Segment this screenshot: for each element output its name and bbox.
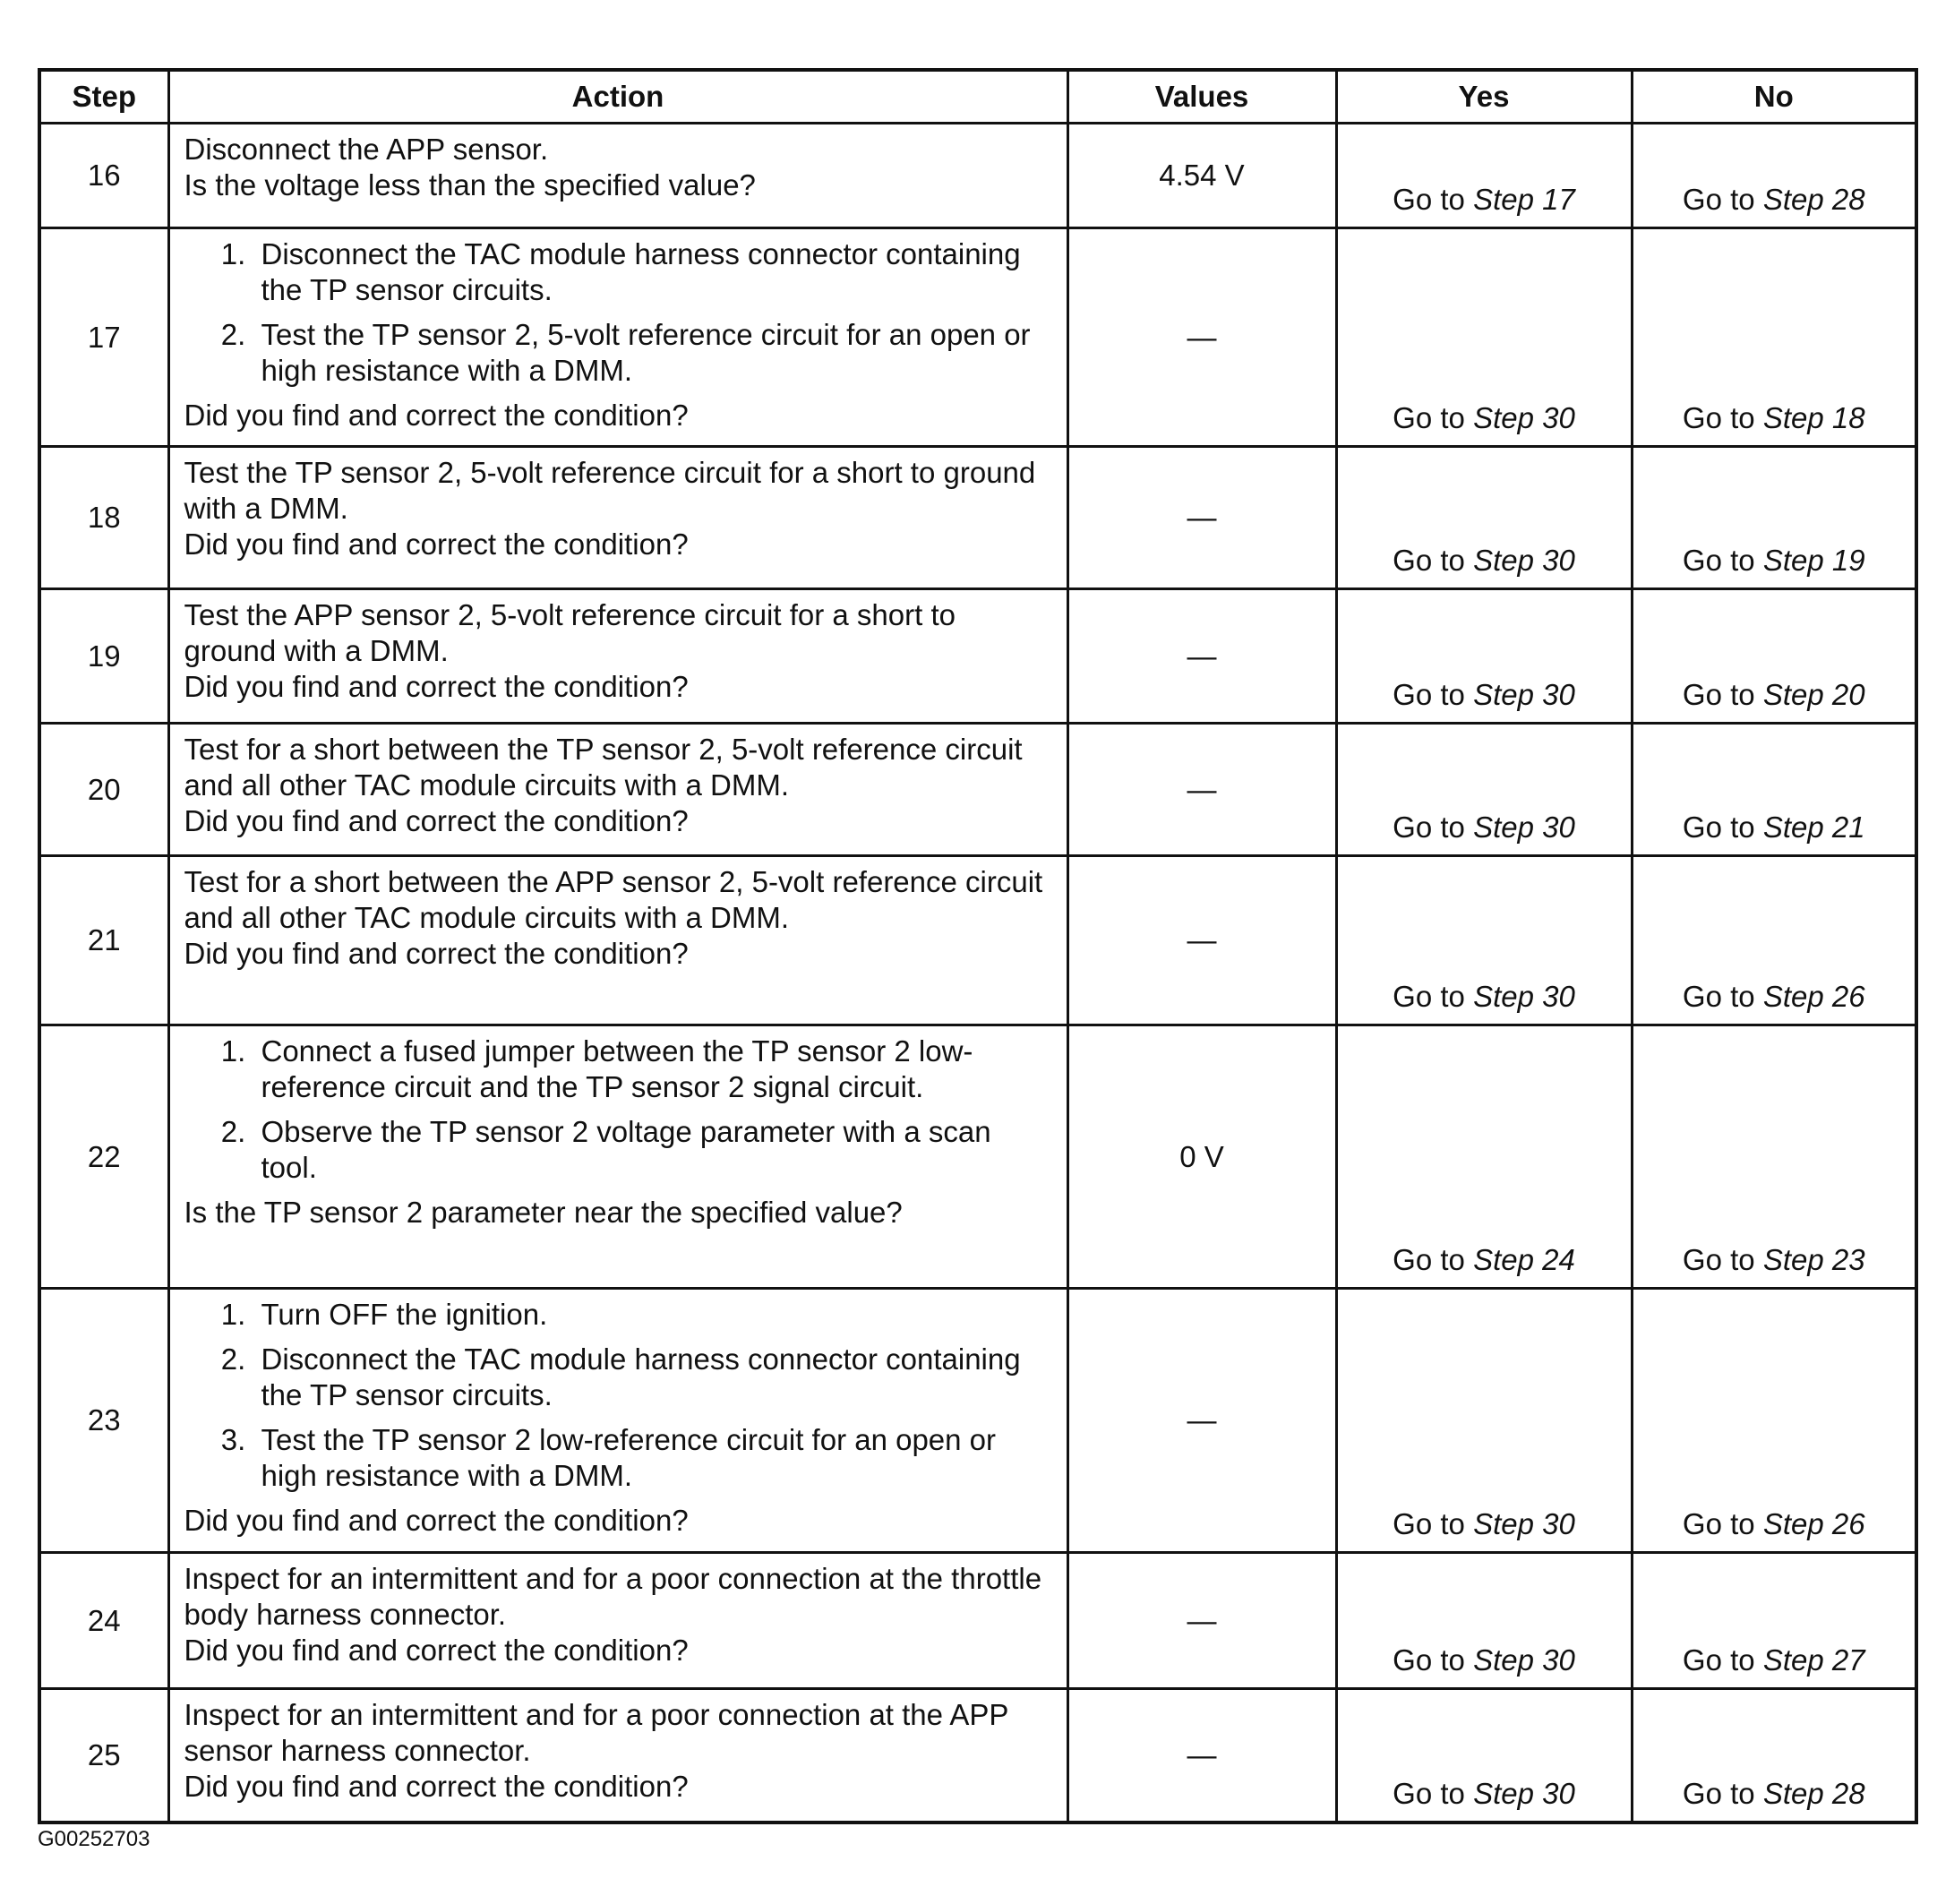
action-text: Inspect for an intermittent and for a poor connection at the throttle body harness connector. <box>184 1562 1042 1631</box>
action-substep: 2. Observe the TP sensor 2 voltage parameter with a scan tool. <box>254 1114 1054 1186</box>
action-cell <box>168 724 1067 856</box>
goto-no <box>1683 1777 1865 1810</box>
yes-cell <box>1336 1689 1632 1823</box>
table-row <box>39 124 1916 228</box>
no-cell <box>1632 856 1916 1025</box>
table-row <box>39 1689 1916 1823</box>
goto-prefix: Go to <box>1682 1507 1755 1540</box>
no-cell <box>1632 1553 1916 1689</box>
yes-cell <box>1336 1025 1632 1289</box>
goto-target: Step 30 <box>1473 401 1575 434</box>
goto-prefix: Go to <box>1393 544 1465 577</box>
goto-no <box>1683 544 1865 577</box>
goto-no <box>1683 401 1865 434</box>
goto-prefix: Go to <box>1682 183 1755 216</box>
step-number: 21 <box>39 856 168 1025</box>
action-question: Did you find and correct the condition? <box>184 527 689 561</box>
diagnostic-table <box>38 68 1918 1824</box>
value-cell: — <box>1067 447 1336 589</box>
step-number: 17 <box>39 228 168 447</box>
goto-prefix: Go to <box>1682 1243 1755 1276</box>
goto-no <box>1683 1643 1865 1677</box>
table-row <box>39 447 1916 589</box>
goto-prefix: Go to <box>1682 810 1755 844</box>
header-step: Step <box>39 70 168 124</box>
goto-target: Step 19 <box>1762 544 1865 577</box>
action-cell <box>168 1025 1067 1289</box>
goto-prefix: Go to <box>1393 1507 1465 1540</box>
yes-cell <box>1336 1289 1632 1553</box>
action-question: Did you find and correct the condition? <box>184 937 689 970</box>
action-substeps <box>184 236 1054 389</box>
value-cell: 4.54 V <box>1067 124 1336 228</box>
goto-prefix: Go to <box>1393 1776 1465 1810</box>
no-cell <box>1632 1289 1916 1553</box>
table-row <box>39 724 1916 856</box>
goto-prefix: Go to <box>1682 1643 1755 1677</box>
action-cell <box>168 447 1067 589</box>
goto-target: Step 30 <box>1473 678 1575 711</box>
goto-yes <box>1393 1643 1575 1677</box>
yes-cell <box>1336 124 1632 228</box>
value-cell: — <box>1067 724 1336 856</box>
step-number: 23 <box>39 1289 168 1553</box>
no-cell <box>1632 724 1916 856</box>
goto-no <box>1683 980 1865 1013</box>
goto-yes <box>1393 183 1575 216</box>
action-question: Did you find and correct the condition? <box>184 1634 689 1667</box>
header-action: Action <box>168 70 1067 124</box>
action-question: Did you find and correct the condition? <box>184 399 689 432</box>
goto-target: Step 28 <box>1762 183 1865 216</box>
goto-target: Step 17 <box>1473 183 1575 216</box>
goto-prefix: Go to <box>1393 183 1465 216</box>
action-cell <box>168 1553 1067 1689</box>
step-number: 25 <box>39 1689 168 1823</box>
step-number: 20 <box>39 724 168 856</box>
action-text: Test for a short between the APP sensor 2, 5-volt reference circuit and all other TAC module circuits with a DMM. <box>184 865 1043 934</box>
goto-target: Step 28 <box>1762 1776 1865 1810</box>
header-no: No <box>1632 70 1916 124</box>
header-values: Values <box>1067 70 1336 124</box>
figure-id: G00252703 <box>38 1827 150 1851</box>
action-substep: 1. Disconnect the TAC module harness connector containing the TP sensor circuits. <box>254 236 1054 308</box>
action-question: Is the TP sensor 2 parameter near the specified value? <box>184 1196 903 1229</box>
goto-target: Step 21 <box>1762 810 1865 844</box>
goto-target: Step 18 <box>1762 401 1865 434</box>
yes-cell <box>1336 724 1632 856</box>
goto-no <box>1683 1243 1865 1276</box>
action-question: Did you find and correct the condition? <box>184 670 689 703</box>
goto-prefix: Go to <box>1682 1776 1755 1810</box>
goto-no <box>1683 810 1865 844</box>
value-cell: — <box>1067 1553 1336 1689</box>
value-cell: — <box>1067 856 1336 1025</box>
goto-target: Step 30 <box>1473 810 1575 844</box>
action-cell <box>168 856 1067 1025</box>
goto-no <box>1683 678 1865 711</box>
table-row <box>39 856 1916 1025</box>
action-cell <box>168 589 1067 724</box>
goto-target: Step 23 <box>1762 1243 1865 1276</box>
goto-target: Step 30 <box>1473 1776 1575 1810</box>
action-question: Did you find and correct the condition? <box>184 804 689 837</box>
table-row <box>39 589 1916 724</box>
goto-target: Step 26 <box>1762 980 1865 1013</box>
goto-prefix: Go to <box>1393 1243 1465 1276</box>
goto-yes <box>1393 401 1575 434</box>
value-cell: — <box>1067 228 1336 447</box>
step-number: 22 <box>39 1025 168 1289</box>
action-substep: 3. Test the TP sensor 2 low-reference circuit for an open or high resistance with a DMM. <box>254 1422 1054 1494</box>
action-question: Did you find and correct the condition? <box>184 1504 689 1537</box>
value-cell: — <box>1067 1289 1336 1553</box>
no-cell <box>1632 228 1916 447</box>
goto-yes <box>1393 810 1575 844</box>
action-text: Inspect for an intermittent and for a poor connection at the APP sensor harness connector. <box>184 1698 1008 1767</box>
table-row <box>39 1289 1916 1553</box>
action-substep: 1. Turn OFF the ignition. <box>254 1297 1054 1333</box>
step-number: 18 <box>39 447 168 589</box>
table-body <box>39 124 1916 1823</box>
goto-yes <box>1393 1243 1575 1276</box>
goto-prefix: Go to <box>1393 401 1465 434</box>
step-number: 19 <box>39 589 168 724</box>
no-cell <box>1632 1025 1916 1289</box>
goto-yes <box>1393 1777 1575 1810</box>
step-number: 16 <box>39 124 168 228</box>
no-cell <box>1632 589 1916 724</box>
action-cell <box>168 1689 1067 1823</box>
no-cell <box>1632 447 1916 589</box>
goto-yes <box>1393 544 1575 577</box>
action-cell <box>168 1289 1067 1553</box>
table-row <box>39 228 1916 447</box>
action-substeps <box>184 1297 1054 1494</box>
goto-target: Step 30 <box>1473 980 1575 1013</box>
goto-prefix: Go to <box>1682 401 1755 434</box>
goto-prefix: Go to <box>1393 1643 1465 1677</box>
goto-target: Step 30 <box>1473 1643 1575 1677</box>
header-yes: Yes <box>1336 70 1632 124</box>
goto-no <box>1683 183 1865 216</box>
table-header-row <box>39 70 1916 124</box>
goto-prefix: Go to <box>1393 810 1465 844</box>
action-text: Disconnect the APP sensor. <box>184 133 549 166</box>
goto-yes <box>1393 678 1575 711</box>
action-cell <box>168 228 1067 447</box>
table-row <box>39 1025 1916 1289</box>
goto-target: Step 30 <box>1473 1507 1575 1540</box>
value-cell: — <box>1067 1689 1336 1823</box>
no-cell <box>1632 1689 1916 1823</box>
goto-prefix: Go to <box>1682 980 1755 1013</box>
action-question: Did you find and correct the condition? <box>184 1770 689 1803</box>
yes-cell <box>1336 447 1632 589</box>
action-substep: 2. Test the TP sensor 2, 5-volt reference circuit for an open or high resistance with a DMM. <box>254 317 1054 389</box>
goto-target: Step 27 <box>1762 1643 1865 1677</box>
goto-no <box>1683 1507 1865 1540</box>
goto-target: Step 20 <box>1762 678 1865 711</box>
action-substep: 1. Connect a fused jumper between the TP sensor 2 low-reference circuit and the TP sensor 2 signal circuit. <box>254 1033 1054 1105</box>
action-cell <box>168 124 1067 228</box>
action-text: Test for a short between the TP sensor 2, 5-volt reference circuit and all other TAC module circuits with a DMM. <box>184 733 1023 802</box>
table-row <box>39 1553 1916 1689</box>
action-text: Test the APP sensor 2, 5-volt reference circuit for a short to ground with a DMM. <box>184 598 956 667</box>
goto-target: Step 26 <box>1762 1507 1865 1540</box>
value-cell: 0 V <box>1067 1025 1336 1289</box>
value-cell: — <box>1067 589 1336 724</box>
yes-cell <box>1336 1553 1632 1689</box>
yes-cell <box>1336 589 1632 724</box>
action-text: Test the TP sensor 2, 5-volt reference circuit for a short to ground with a DMM. <box>184 456 1036 525</box>
goto-prefix: Go to <box>1682 678 1755 711</box>
goto-target: Step 24 <box>1473 1243 1575 1276</box>
goto-yes <box>1393 980 1575 1013</box>
action-question: Is the voltage less than the specified value? <box>184 168 756 202</box>
goto-target: Step 30 <box>1473 544 1575 577</box>
step-number: 24 <box>39 1553 168 1689</box>
yes-cell <box>1336 856 1632 1025</box>
no-cell <box>1632 124 1916 228</box>
yes-cell <box>1336 228 1632 447</box>
goto-prefix: Go to <box>1682 544 1755 577</box>
action-substep: 2. Disconnect the TAC module harness connector containing the TP sensor circuits. <box>254 1342 1054 1413</box>
action-substeps <box>184 1033 1054 1186</box>
goto-prefix: Go to <box>1393 980 1465 1013</box>
goto-yes <box>1393 1507 1575 1540</box>
goto-prefix: Go to <box>1393 678 1465 711</box>
